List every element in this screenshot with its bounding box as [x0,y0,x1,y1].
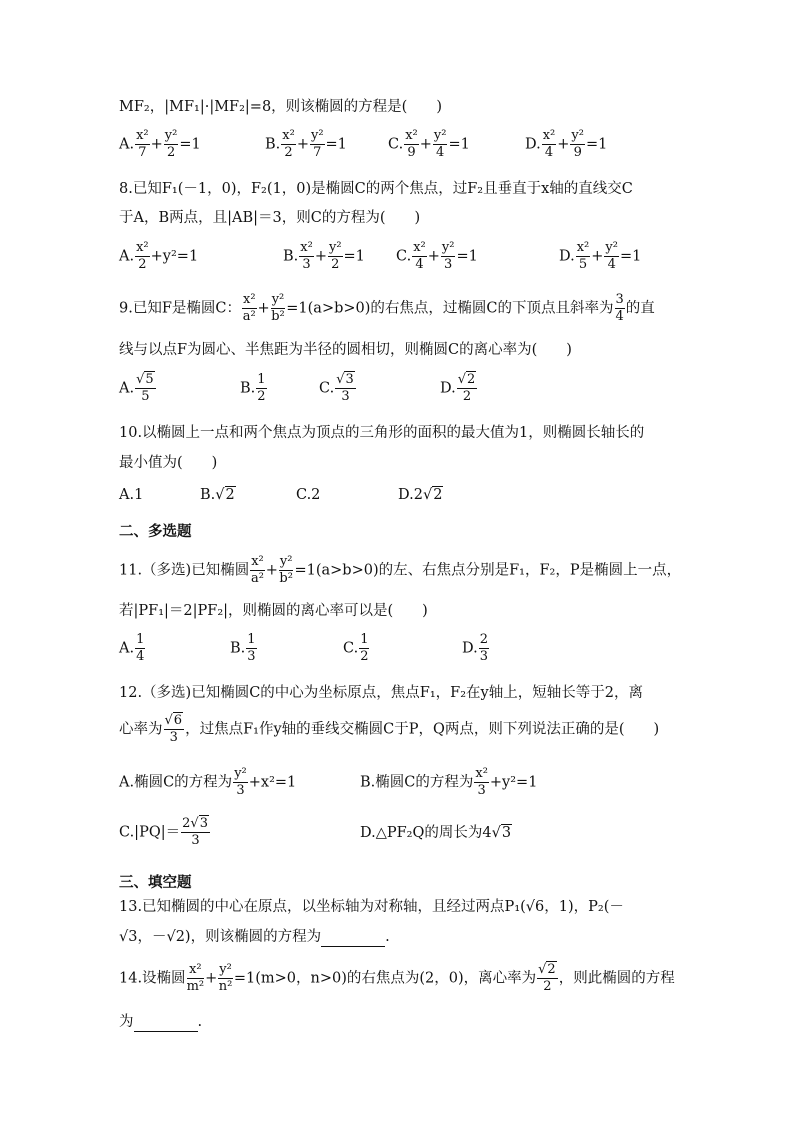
q9-line2: 线与以点F为圆心、半焦距为半径的圆相切，则椭圆C的离心率为( ) [119,342,572,358]
q12-option-a: A.椭圆C的方程为 $\frac{\text{y²}}{3}$ +x²=1 [119,766,297,798]
section-title-fill-in: 三、填空题 [119,874,192,891]
q10-line2: 最小值为( ) [119,455,218,471]
q7-option-b: B. $\frac{\text{x²}}{2}$ + $\frac{\text{y²}}{7}$ =1 [265,128,347,160]
q14-line2: 为 . [119,1014,203,1030]
q14-line1: 14.设椭圆 $\frac{\text{x²}}{\text{m²}}$ + $\frac{\text{y²}}{\text{n²}}$ =1(m>0，n>0)的右焦点为(2，0)，离心率为 $\frac{√2}{2}$ ，则此椭圆的方程 [119,962,675,994]
q9-option-c: C. $\frac{√3}{3}$ [319,372,354,404]
q10-option-c: C.2 [296,487,321,503]
q10-line1: 10.以椭圆上一点和两个焦点为顶点的三角形的面积的最大值为1，则椭圆长轴长的 [119,425,645,441]
q7-option-a: A. $\frac{\text{x²}}{7}$ + $\frac{\text{y²}}{2}$ =1 [119,128,201,160]
q11-option-c: C. $\frac{1}{2}$ [343,632,369,664]
q12-option-b: B.椭圆C的方程为 $\frac{\text{x²}}{3}$ +y²=1 [360,766,538,798]
q12-line1: 12.（多选)已知椭圆C的中心为坐标原点，焦点F₁，F₂在y轴上，短轴长等于2，离 [119,685,643,701]
q9-line1: 9.已知F是椭圆C： $\frac{\text{x²}}{\text{a²}}$ + $\frac{\text{y²}}{\text{b²}}$ =1(a>b>0)的右焦点，过椭圆C的下顶点且斜率为 $\frac{3}{4}$ 的直 [119,292,655,324]
q13-answer-blank[interactable] [321,932,385,947]
q8-option-a: A. $\frac{\text{x²}}{2}$ +y²=1 [119,240,199,272]
q7-option-d: D. $\frac{\text{x²}}{4}$ + $\frac{\text{y²}}{9}$ =1 [525,128,608,160]
q7-option-c: C. $\frac{\text{x²}}{9}$ + $\frac{\text{y²}}{4}$ =1 [388,128,470,160]
q11-line1: 11.（多选)已知椭圆 $\frac{\text{x²}}{\text{a²}}$ + $\frac{\text{y²}}{\text{b²}}$ =1(a>b>0)的左、右焦点分别是F₁，F₂，P是椭圆上一点， [119,554,682,586]
q8-line1: 8.已知F₁(－1，0)，F₂(1，0)是椭圆C的两个焦点，过F₂且垂直于x轴的直线交C [119,181,633,197]
q9-option-b: B. $\frac{1}{2}$ [240,372,266,404]
q8-option-d: D. $\frac{\text{x²}}{5}$ + $\frac{\text{y²}}{4}$ =1 [559,240,642,272]
q14-answer-blank[interactable] [134,1017,198,1032]
q10-option-b: B.√2 [200,487,235,503]
q9-option-d: D. $\frac{√2}{2}$ [440,372,476,404]
q12-line2: 心率为 $\frac{√6}{3}$ ，过焦点F₁作y轴的垂线交椭圆C于P，Q两点，则下列说法正确的是( ) [119,713,660,745]
q11-option-b: B. $\frac{1}{3}$ [230,632,256,664]
q8-line2: 于A，B两点，且|AB|＝3，则C的方程为( ) [119,210,421,226]
q10-option-a: A.1 [119,487,144,503]
q8-option-b: B. $\frac{\text{x²}}{3}$ + $\frac{\text{y²}}{2}$ =1 [283,240,365,272]
q12-option-c: C.|PQ|＝ $\frac{2√3}{3}$ [119,816,208,848]
q11-option-a: A. $\frac{1}{4}$ [119,632,145,664]
section-title-multiple-choice: 二、多选题 [119,523,192,540]
q11-option-d: D. $\frac{2}{3}$ [462,632,488,664]
q13-line2: √3，－√2)，则该椭圆的方程为 . [119,929,390,945]
q7-text: MF₂，|MF₁|·|MF₂|=8，则该椭圆的方程是( ) [119,99,442,115]
q12-option-d: D.△PF₂Q的周长为4√3 [360,825,512,841]
q9-option-a: A. $\frac{√5}{5}$ [119,372,154,404]
q10-option-d: D.2√2 [398,487,443,503]
q13-line1: 13.已知椭圆的中心在原点，以坐标轴为对称轴，且经过两点P₁(√6，1)，P₂(－ [119,899,624,915]
q11-line2: 若|PF₁|＝2|PF₂|，则椭圆的离心率可以是( ) [119,603,428,619]
q8-option-c: C. $\frac{\text{x²}}{4}$ + $\frac{\text{y²}}{3}$ =1 [396,240,478,272]
